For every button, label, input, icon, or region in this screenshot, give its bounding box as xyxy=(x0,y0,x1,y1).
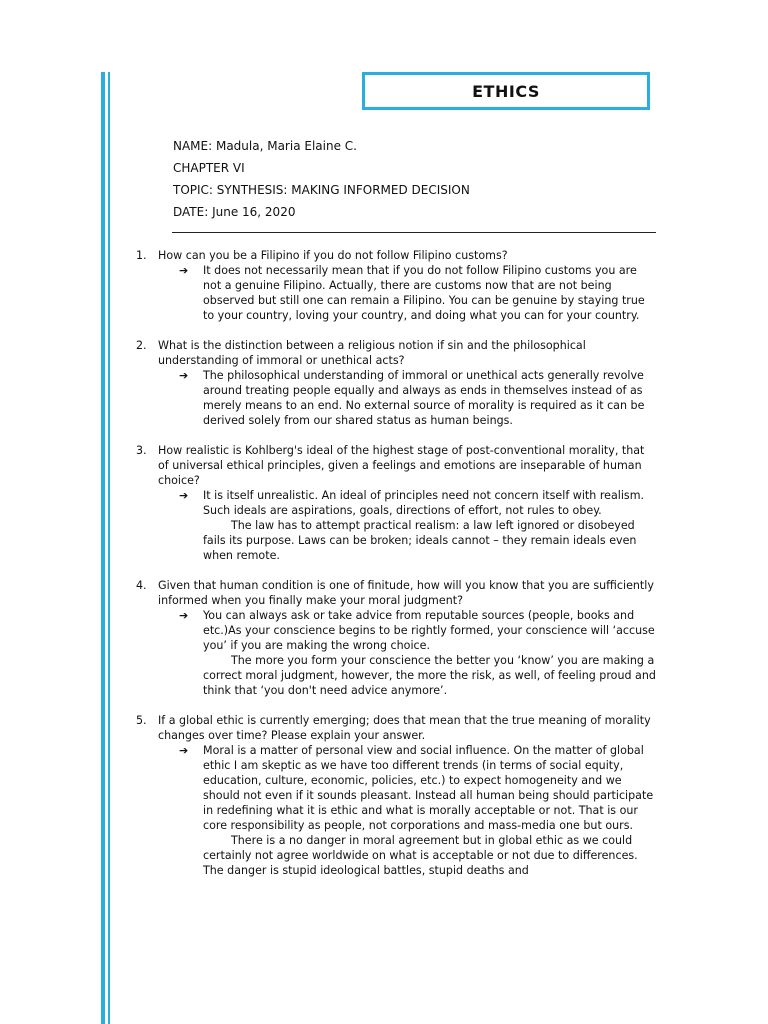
header-info xyxy=(173,135,470,223)
question-number: 1. xyxy=(136,249,147,262)
question-text: How realistic is Kohlberg's ideal of the highest stage of post-conventional morality, that of universal ethical principles, given a feelings and emotions are inseparable of human choice? xyxy=(158,444,645,487)
question-number: 4. xyxy=(136,579,147,592)
question-item xyxy=(136,248,658,323)
question-text: If a global ethic is currently emerging; does that mean that the true meaning of morality changes over time? Please explain your answer. xyxy=(158,714,651,742)
question-text: Given that human condition is one of finitude, how will you know that you are sufficiently informed when you finally make your moral judgment? xyxy=(158,579,654,607)
name-line: NAME: Madula, Maria Elaine C. xyxy=(173,139,357,153)
answer-body xyxy=(203,263,658,323)
question-item xyxy=(136,713,658,878)
arrow-bullet-icon: ➔ xyxy=(179,264,189,277)
answer-row xyxy=(179,608,658,698)
answer-paragraph: The philosophical understanding of immoral or unethical acts generally revolve around treating people equally and always as ends in themselves instead of as merely means to an end. No external source of morality is required as it can be derived solely from our shared status as human beings. xyxy=(203,369,645,427)
answer-body xyxy=(203,743,658,878)
arrow-bullet-icon: ➔ xyxy=(179,744,189,757)
margin-bar-thick xyxy=(101,72,105,1024)
question-row xyxy=(136,248,658,263)
date-line: DATE: June 16, 2020 xyxy=(173,205,296,219)
answer-row xyxy=(179,368,658,428)
question-number: 2. xyxy=(136,339,147,352)
question-list xyxy=(136,248,658,893)
question-item xyxy=(136,338,658,428)
answer-row xyxy=(179,263,658,323)
header-divider xyxy=(172,232,656,233)
arrow-bullet-icon: ➔ xyxy=(179,609,189,622)
answer-paragraph: The more you form your conscience the better you ‘know’ you are making a correct moral judgment, however, the more the risk, as well, of feeling proud and think that ‘you don't need advice anymore’. xyxy=(203,654,656,697)
chapter-line: CHAPTER VI xyxy=(173,161,245,175)
answer-paragraph: It does not necessarily mean that if you do not follow Filipino customs you are not a genuine Filipino. Actually, there are customs now that are not being observed but still one can remain a Filipino. You can be genuine by staying true to your country, loving your country, and doing what you can for your country. xyxy=(203,264,645,322)
answer-paragraph: It is itself unrealistic. An ideal of principles need not concern itself with realism. Such ideals are aspirations, goals, directions of effort, not rules to obey. xyxy=(203,489,645,517)
answer-body xyxy=(203,368,658,428)
question-row xyxy=(136,713,658,743)
answer-paragraph: The law has to attempt practical realism: a law left ignored or disobeyed fails its purpose. Laws can be broken; ideals cannot – they remain ideals even when remote. xyxy=(203,519,637,562)
arrow-bullet-icon: ➔ xyxy=(179,489,189,502)
question-item xyxy=(136,578,658,698)
topic-line: TOPIC: SYNTHESIS: MAKING INFORMED DECISION xyxy=(173,183,470,197)
answer-row xyxy=(179,488,658,563)
question-text: What is the distinction between a religious notion if sin and the philosophical understanding of immoral or unethical acts? xyxy=(158,339,586,367)
answer-paragraph: Moral is a matter of personal view and social influence. On the matter of global ethic I am skeptic as we have too different trends (in terms of social equity, education, culture, economic, policies, etc.) to expect homogeneity and we should not even if it sounds pleasant. Instead all human being should participate in redefining what it is ethic and what is morally acceptable or not. That is our core responsibility as people, not corporations and mass-media one but ours. xyxy=(203,744,654,832)
question-row xyxy=(136,443,658,488)
answer-paragraph: There is a no danger in moral agreement but in global ethic as we could certainly not agree worldwide on what is acceptable or not due to differences. The danger is stupid ideological battles, stupid deaths and xyxy=(203,834,638,877)
document-title: ETHICS xyxy=(472,81,540,101)
question-row xyxy=(136,578,658,608)
question-number: 5. xyxy=(136,714,147,727)
margin-bar-thin xyxy=(108,72,110,1024)
answer-body xyxy=(203,608,658,698)
question-row xyxy=(136,338,658,368)
question-text: How can you be a Filipino if you do not follow Filipino customs? xyxy=(158,249,508,262)
arrow-bullet-icon: ➔ xyxy=(179,369,189,382)
question-number: 3. xyxy=(136,444,147,457)
answer-row xyxy=(179,743,658,878)
title-box xyxy=(362,72,650,110)
answer-body xyxy=(203,488,658,563)
answer-paragraph: You can always ask or take advice from reputable sources (people, books and etc.)As your conscience begins to be rightly formed, your conscience will ‘accuse you’ if you are making the wrong choice. xyxy=(203,609,655,652)
question-item xyxy=(136,443,658,563)
